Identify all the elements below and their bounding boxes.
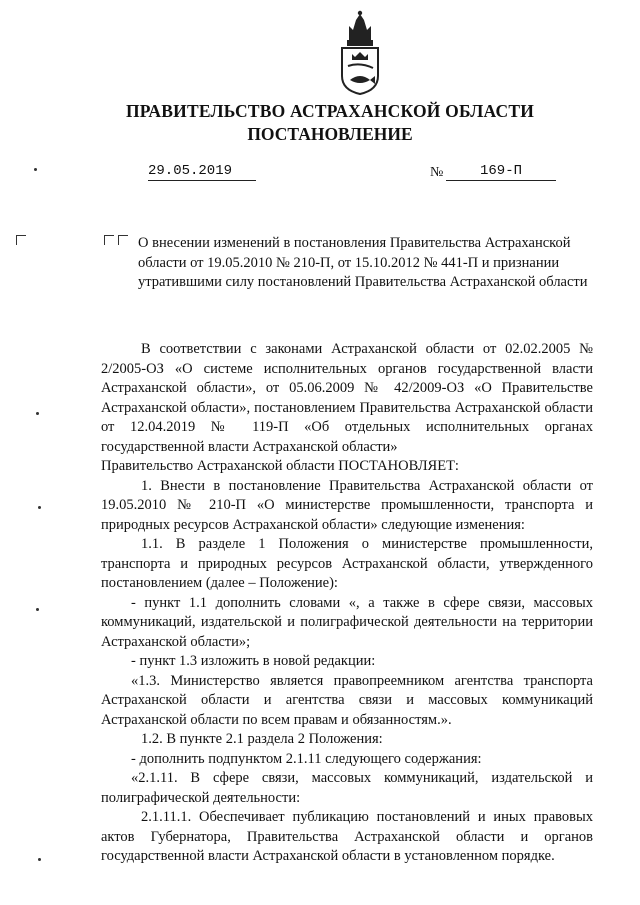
clause-1-1-item-b: - пункт 1.3 изложить в новой редакции: xyxy=(131,653,376,669)
serial-stamp xyxy=(10,735,24,875)
scan-speck xyxy=(38,506,41,509)
clause-1: 1. Внести в постановление Правительства Астраханской области от 19.05.2010 № 210-П «О министерстве промышленности, транспорта и природных ресурсов Астраханской области» следующие изменения: xyxy=(101,477,593,533)
resolution-line: Правительство Астраханской области ПОСТАНОВЛЯЕТ: xyxy=(101,458,459,474)
decree-subject: О внесении изменений в постановления Правительства Астраханской области от 19.05.2010 № 210-П, от 15.10.2012 № 441-П и признании утратившими силу постановлений Правительства Астраханской области xyxy=(138,235,588,290)
preamble-paragraph: В соответствии с законами Астраханской области от 02.02.2005 № 2/2005-ОЗ «О системе исполнительных органов государственной власти Астраханской области», от 05.06.2009 № 42/2009-ОЗ «О Правительстве Астраханской области», постановлением Правительства Астраханской области от 12.04.2019 № 119-П «Об отдельных исполнительных органах государственной власти Астраханской области» xyxy=(101,341,593,455)
scan-speck xyxy=(38,858,41,861)
scan-speck xyxy=(36,608,39,611)
clause-2-1-11: «2.1.11. В сфере связи, массовых коммуникаций, издательской и полиграфической деятельности: xyxy=(101,770,593,806)
clause-1-1-item-a: - пункт 1.1 дополнить словами «, а также в сфере связи, массовых коммуникаций, издательской и полиграфической деятельности на территории Астраханской области»; xyxy=(101,594,593,650)
clause-2-1-11-1: 2.1.11.1. Обеспечивает публикацию постановлений и иных правовых актов Губернатора, Правительства Астраханской области и органов государственной власти Астраханской области в установленном порядке. xyxy=(101,809,593,864)
government-name: ПРАВИТЕЛЬСТВО АСТРАХАНСКОЙ ОБЛАСТИ xyxy=(125,101,535,121)
document-type: ПОСТАНОВЛЕНИЕ xyxy=(247,124,413,144)
left-corner-mark xyxy=(16,235,26,245)
scan-speck xyxy=(36,412,39,415)
coat-of-arms-emblem xyxy=(333,10,387,96)
serial-stamp-number xyxy=(0,750,2,815)
clause-1-2-item: - дополнить подпунктом 2.1.11 следующего содержания: xyxy=(131,750,482,767)
clause-1-3-new-text: «1.3. Министерство является правопреемником агентства транспорта Астраханской области и агентства связи и массовых коммуникаций Астраханской области по всем правам и обязанностям.». xyxy=(101,672,593,728)
scan-speck xyxy=(34,168,37,171)
subject-corner-mark xyxy=(104,235,114,245)
subject-corner-mark-2 xyxy=(118,235,128,245)
clause-1-1: 1.1. В разделе 1 Положения о министерстве промышленности, транспорта и природных ресурсов Астраханской области, утвержденного постановлением (далее – Положение): xyxy=(101,536,593,591)
number-sign: № xyxy=(430,165,444,180)
decree-date: 29.05.2019 xyxy=(148,163,256,181)
decree-number: 169-П xyxy=(446,163,556,181)
decree-body xyxy=(101,340,593,867)
clause-1-2: 1.2. В пункте 2.1 раздела 2 Положения: xyxy=(141,731,383,747)
